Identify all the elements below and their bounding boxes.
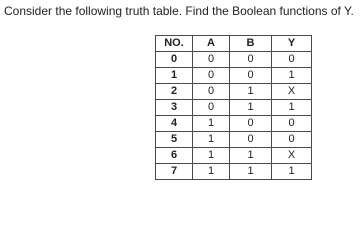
cell-b: 1 — [230, 164, 272, 180]
cell-b: 1 — [230, 84, 272, 100]
table-row — [156, 52, 312, 68]
cell-no: 2 — [156, 84, 193, 100]
cell-a: 0 — [193, 84, 230, 100]
cell-no: 4 — [156, 116, 193, 132]
table-row — [156, 84, 312, 100]
cell-y: 1 — [272, 100, 312, 116]
cell-y: 1 — [272, 164, 312, 180]
cell-a: 1 — [193, 148, 230, 164]
header-no: NO. — [156, 36, 193, 52]
cell-y: 0 — [272, 52, 312, 68]
cell-b: 0 — [230, 68, 272, 84]
table-row — [156, 68, 312, 84]
table-row — [156, 100, 312, 116]
cell-b: 1 — [230, 148, 272, 164]
table-header-row — [156, 36, 312, 52]
header-y: Y — [272, 36, 312, 52]
cell-a: 1 — [193, 116, 230, 132]
cell-b: 1 — [230, 100, 272, 116]
cell-y: 0 — [272, 116, 312, 132]
cell-a: 0 — [193, 52, 230, 68]
header-a: A — [193, 36, 230, 52]
cell-a: 0 — [193, 100, 230, 116]
cell-no: 0 — [156, 52, 193, 68]
cell-a: 1 — [193, 164, 230, 180]
cell-y: 1 — [272, 68, 312, 84]
table-row — [156, 116, 312, 132]
cell-no: 5 — [156, 132, 193, 148]
table-row — [156, 164, 312, 180]
cell-y: 0 — [272, 132, 312, 148]
cell-b: 0 — [230, 52, 272, 68]
cell-b: 0 — [230, 116, 272, 132]
cell-y: X — [272, 148, 312, 164]
table-row — [156, 132, 312, 148]
cell-a: 0 — [193, 68, 230, 84]
cell-a: 1 — [193, 132, 230, 148]
cell-no: 3 — [156, 100, 193, 116]
question-text: Consider the following truth table. Find the Boolean functions of Y. — [4, 4, 354, 18]
header-b: B — [230, 36, 272, 52]
cell-no: 1 — [156, 68, 193, 84]
cell-b: 0 — [230, 132, 272, 148]
truth-table — [155, 35, 312, 180]
cell-no: 6 — [156, 148, 193, 164]
cell-y: X — [272, 84, 312, 100]
table-row — [156, 148, 312, 164]
cell-no: 7 — [156, 164, 193, 180]
